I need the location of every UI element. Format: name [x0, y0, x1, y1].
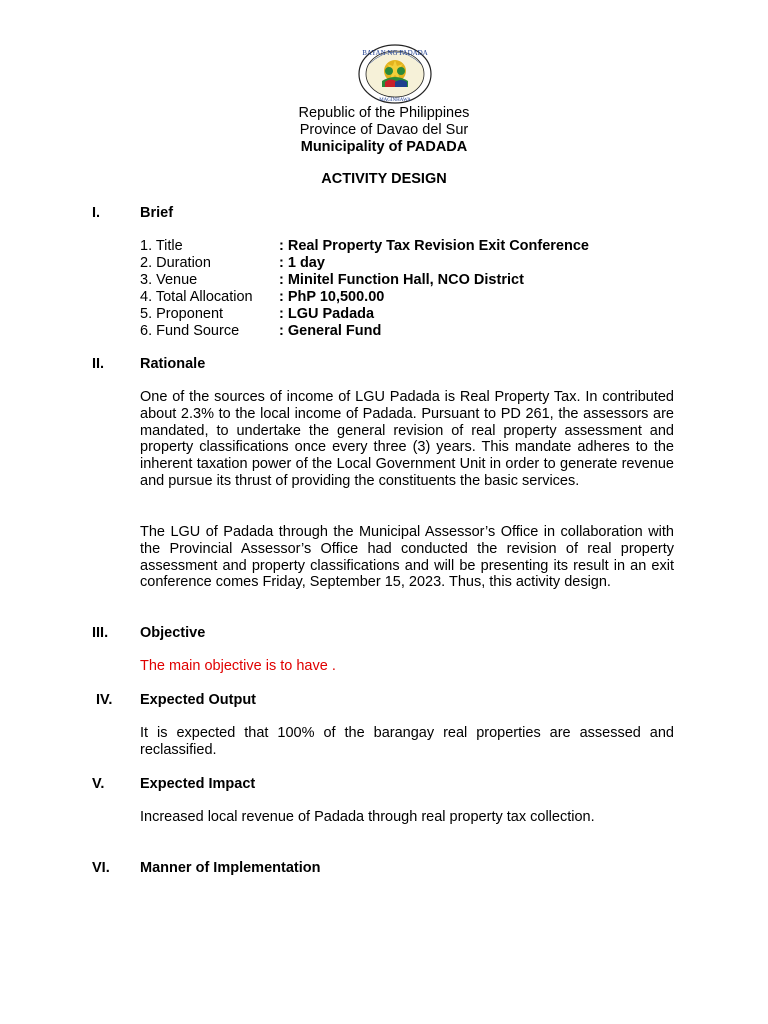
brief-label: 5. Proponent — [140, 306, 224, 322]
brief-value: : 1 day — [279, 255, 325, 271]
objective-text: The main objective is to have . — [140, 658, 336, 674]
document-header — [0, 105, 768, 156]
expected-impact-text: Increased local revenue of Padada through real property tax collection. — [140, 809, 595, 825]
rationale-paragraph-2: The LGU of Padada through the Municipal Assessor’s Office in collaboration with the Provincial Assessor’s Office had conducted the revision of real property assessment and property classifications and will be presenting its result in an exit conference comes Friday, September 15, 2023. Thus, this activity design. — [140, 524, 674, 591]
brief-value: : PhP 10,500.00 — [279, 289, 385, 305]
brief-row — [140, 255, 589, 272]
brief-row — [140, 289, 589, 306]
section-2-title: Rationale — [140, 356, 206, 372]
expected-output-text: It is expected that 100% of the barangay real properties are assessed and reclassified. — [140, 725, 674, 758]
brief-row — [140, 306, 589, 323]
rationale-paragraph-1: One of the sources of income of LGU Padada is Real Property Tax. In contributed about 2.3% to the local income of Padada. Pursuant to PD 261, the assessors are mandated, to undertake the general revision of real property assessment and property classifications once every three (3) years. This mandate adheres to the inherent taxation power of the Local Government Unit in order to generate revenue and pursue its thrust of providing the constituents the basic services. — [140, 389, 674, 489]
brief-label: 6. Fund Source — [140, 323, 240, 339]
section-1-title: Brief — [140, 205, 174, 221]
brief-label: 4. Total Allocation — [140, 289, 253, 305]
municipal-seal-logo — [357, 44, 433, 104]
seal-bottom-text: MAGINHAWA — [379, 98, 411, 103]
header-republic: Republic of the Philippines — [298, 105, 470, 121]
brief-value: : General Fund — [279, 323, 382, 339]
section-4-number: IV. — [96, 692, 113, 708]
brief-row — [140, 323, 589, 340]
section-5-title: Expected Impact — [140, 776, 256, 792]
section-4-title: Expected Output — [140, 692, 257, 708]
seal-top-text: BAYAN NG PADADA — [362, 49, 428, 57]
brief-value: : LGU Padada — [279, 306, 375, 322]
brief-list — [140, 238, 589, 340]
brief-label: 3. Venue — [140, 272, 198, 288]
section-3-title: Objective — [140, 625, 206, 641]
section-2-number: II. — [92, 356, 105, 372]
brief-value: : Real Property Tax Revision Exit Conference — [279, 238, 589, 254]
brief-row — [140, 238, 589, 255]
section-5-number: V. — [92, 776, 105, 792]
brief-value: : Minitel Function Hall, NCO District — [279, 272, 524, 288]
document-title: ACTIVITY DESIGN — [321, 171, 447, 187]
section-1-number: I. — [92, 205, 101, 221]
brief-row — [140, 272, 589, 289]
brief-label: 1. Title — [140, 238, 183, 254]
header-province: Province of Davao del Sur — [299, 122, 469, 138]
header-municipality: Municipality of PADADA — [300, 139, 468, 155]
section-3-number: III. — [92, 625, 109, 641]
brief-label: 2. Duration — [140, 255, 211, 271]
section-6-title: Manner of Implementation — [140, 860, 321, 876]
section-6-number: VI. — [92, 860, 110, 876]
